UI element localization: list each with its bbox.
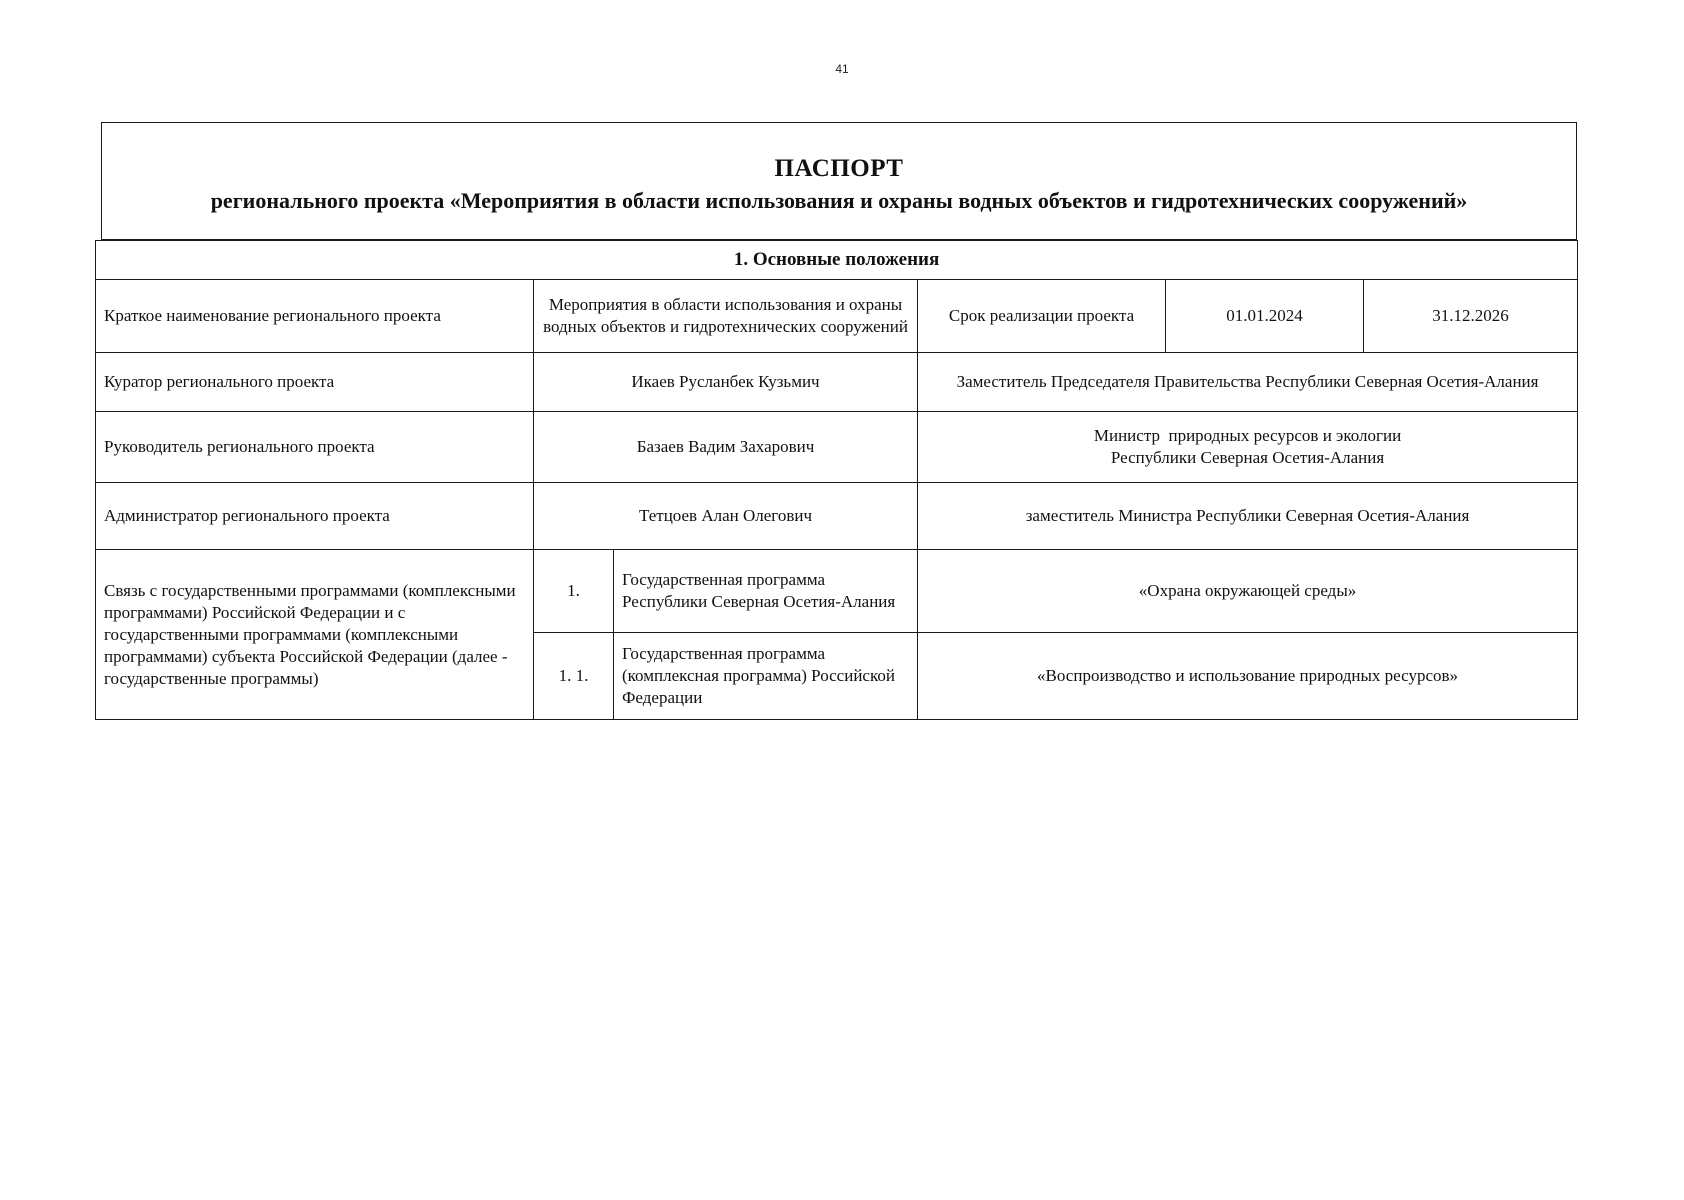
program-number: 1. — [534, 550, 614, 633]
administrator-label: Администратор регионального проекта — [96, 483, 534, 550]
start-date: 01.01.2024 — [1166, 280, 1364, 353]
end-date: 31.12.2026 — [1364, 280, 1578, 353]
table-row — [96, 412, 1578, 483]
curator-position: Заместитель Председателя Правительства Республики Северная Осетия-Алания — [918, 353, 1578, 412]
table-row — [96, 550, 1578, 633]
head-label: Руководитель регионального проекта — [96, 412, 534, 483]
document-title: ПАСПОРТ — [774, 155, 904, 182]
document-subtitle: регионального проекта «Мероприятия в области использования и охраны водных объектов и гидротехнических сооружений» — [210, 188, 1468, 213]
program-name: «Воспроизводство и использование природных ресурсов» — [918, 633, 1578, 720]
curator-label: Куратор регионального проекта — [96, 353, 534, 412]
head-position — [918, 412, 1578, 483]
curator-name: Икаев Русланбек Кузьмич — [534, 353, 918, 412]
table-row — [96, 483, 1578, 550]
section-heading: 1. Основные положения — [96, 241, 1578, 280]
table-row — [96, 280, 1578, 353]
passport-table — [95, 240, 1578, 720]
section-heading-row — [96, 241, 1578, 280]
table-row — [96, 353, 1578, 412]
program-type: Государственная программа Республики Северная Осетия-Алания — [614, 550, 918, 633]
head-name: Базаев Вадим Захарович — [534, 412, 918, 483]
administrator-position: заместитель Министра Республики Северная Осетия-Алания — [918, 483, 1578, 550]
short-name-label: Краткое наименование регионального проекта — [96, 280, 534, 353]
short-name-value: Мероприятия в области использования и охраны водных объектов и гидротехнических сооружений — [534, 280, 918, 353]
program-name: «Охрана окружающей среды» — [918, 550, 1578, 633]
state-programs-label: Связь с государственными программами (комплексными программами) Российской Федерации и с государственными программами (комплексными программами) субъекта Российской Федерации (далее - государственные программы) — [96, 550, 534, 720]
administrator-name: Тетцоев Алан Олегович — [534, 483, 918, 550]
program-type: Государственная программа (комплексная программа) Российской Федерации — [614, 633, 918, 720]
period-label: Срок реализации проекта — [918, 280, 1166, 353]
head-position-line-1: Министр природных ресурсов и экологии — [1093, 426, 1402, 445]
program-number: 1. 1. — [534, 633, 614, 720]
passport-title-box — [101, 122, 1577, 240]
page-number: 41 — [835, 62, 849, 76]
head-position-line-2: Республики Северная Осетия-Алания — [1110, 448, 1385, 467]
